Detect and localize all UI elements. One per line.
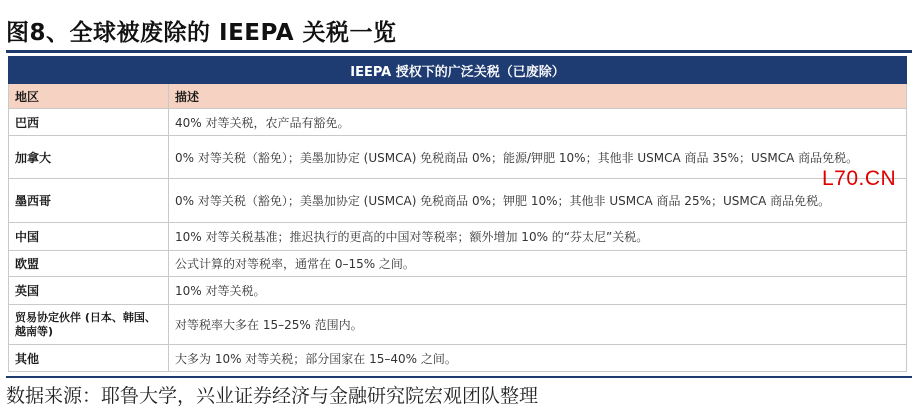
table-row [9,305,907,345]
row-region: 中国 [9,223,169,251]
title-divider [6,50,912,53]
table-row [9,345,907,372]
table-banner-row [9,57,907,84]
row-region: 英国 [9,277,169,305]
row-region: 巴西 [9,109,169,136]
row-description: 公式计算的对等税率，通常在 0–15% 之间。 [169,251,907,277]
header-description: 描述 [169,84,907,109]
row-description: 10% 对等关税基准；推迟执行的更高的中国对等税率；额外增加 10% 的“芬太尼”关税。 [169,223,907,251]
row-region: 其他 [9,345,169,372]
row-description: 10% 对等关税。 [169,277,907,305]
row-region: 贸易协定伙伴 (日本、韩国、越南等) [9,305,169,345]
table-header-row [9,84,907,109]
table-row [9,109,907,136]
tariff-table [8,56,907,372]
row-region: 欧盟 [9,251,169,277]
table-banner: IEEPA 授权下的广泛关税（已废除） [9,57,907,84]
table-row [9,251,907,277]
row-description: 40% 对等关税，农产品有豁免。 [169,109,907,136]
figure-title: 图8、全球被废除的 IEEPA 关税一览 [6,20,397,46]
table-row [9,179,907,223]
row-description: 0% 对等关税（豁免）；美墨加协定 (USMCA) 免税商品 0%；钾肥 10%；其他非 USMCA 商品 25%；USMCA 商品免税。 [169,179,907,223]
source-note: 数据来源：耶鲁大学，兴业证券经济与金融研究院宏观团队整理 [6,385,539,407]
row-region: 加拿大 [9,136,169,179]
table-row [9,277,907,305]
table-row [9,223,907,251]
row-description: 大多为 10% 对等关税；部分国家在 15–40% 之间。 [169,345,907,372]
row-region: 墨西哥 [9,179,169,223]
row-description: 对等税率大多在 15–25% 范围内。 [169,305,907,345]
watermark-logo: L70.CN [822,167,897,190]
table-row [9,136,907,179]
source-divider [6,376,912,378]
row-description: 0% 对等关税（豁免）；美墨加协定 (USMCA) 免税商品 0%；能源/钾肥 10%；其他非 USMCA 商品 35%；USMCA 商品免税。 [169,136,907,179]
header-region: 地区 [9,84,169,109]
